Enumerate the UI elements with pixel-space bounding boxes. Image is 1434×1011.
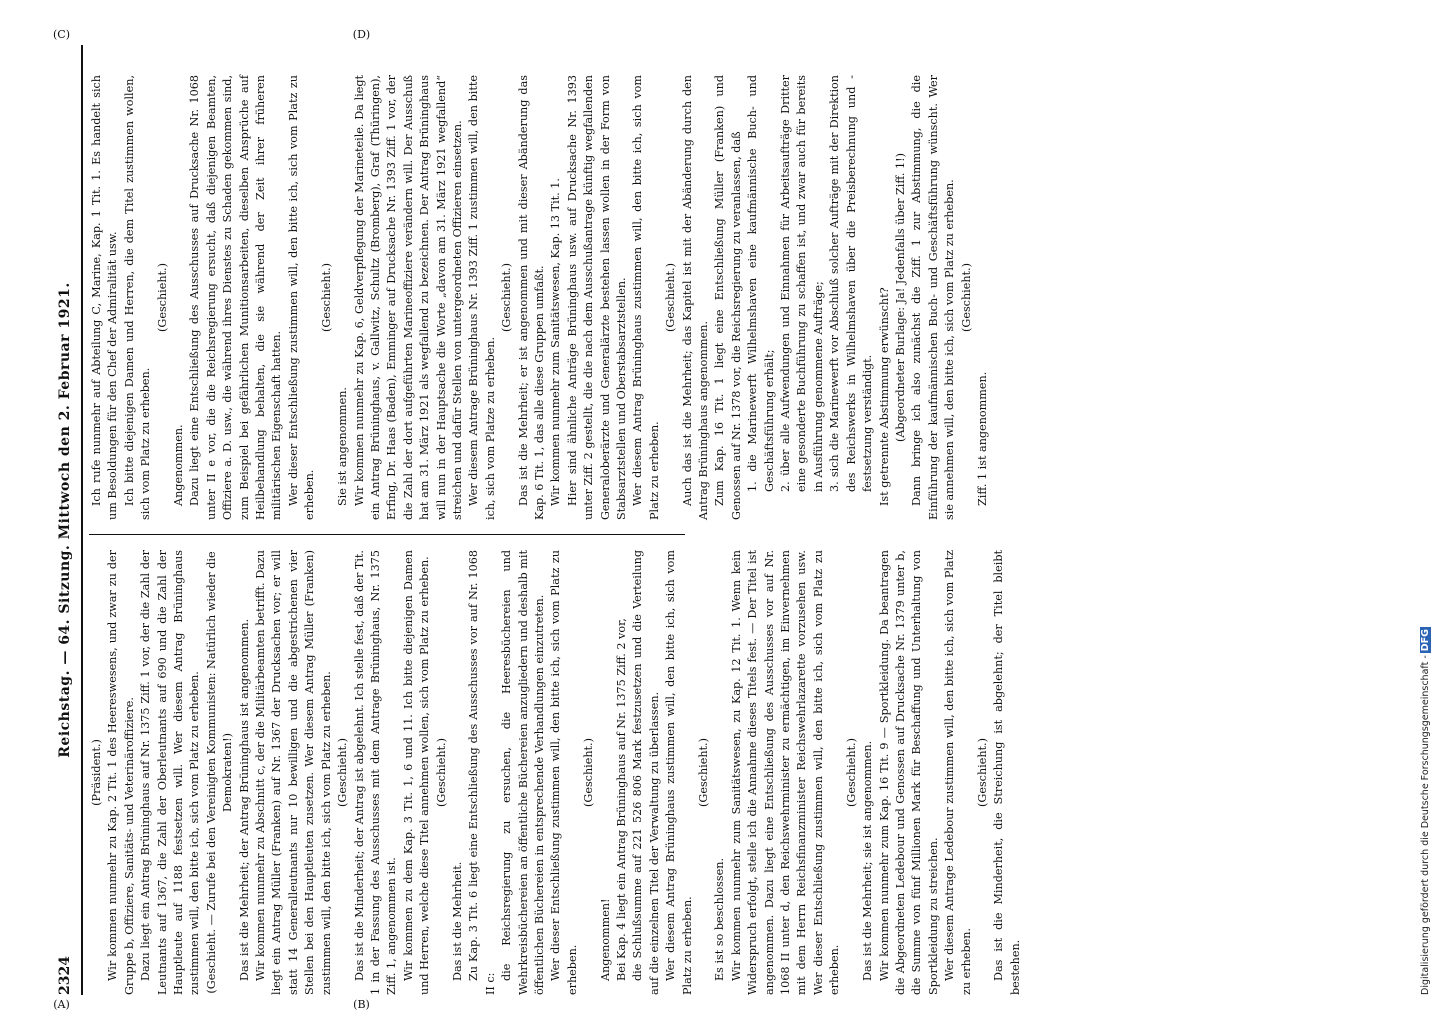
rotated-page-content [53, 27, 1395, 1011]
paragraph: Das ist die Minderheit, die Streichung ist abgelehnt; der Titel bleibt bestehen. [992, 550, 1022, 995]
paragraph: die Reichsregierung zu ersuchen, die Heeresbüchereien und Wehrkreisbüchereien an öffentliche Büchereien anzugliedern und deshalb mit öffentlichen Büchereien in entsprechende Verhandlungen einzutreten. [500, 550, 546, 995]
running-title: Reichstag. — 64. Sitzung. Mittwoch den 2. Februar 1921. [57, 282, 73, 758]
paragraph: Wir kommen nunmehr zum Sanitätswesen, Kap. 13 Tit. 1. [549, 178, 563, 506]
paragraph: (Geschieht.) [582, 738, 596, 807]
paragraph: Dann bringe ich also zunächst die Ziff. 1 zur Abstimmung, die die Einführung der kaufmännischen Buch- und Geschäftsführung wünscht. Wer sie annehmen will, den bitte ich, sich vom Platz zu erheben. [910, 75, 957, 520]
paragraph: (Geschieht.) [664, 263, 678, 332]
paragraph: Wir kommen nunmehr zu Abschnitt c, der die Militärbeamten betrifft. Dazu liegt ein Antrag Müller (Franken) auf Nr. 1367 der Drucksachen vor; er will statt 14 Generalleutnants nur 10 bewilligen und die abgestrichenen vier Stellen bei den Hauptleuten zusetzen. Wer diesem Antrag Müller (Franken) zustimmen will, den bitte ich, sich vom Platz zu erheben. [254, 550, 333, 995]
paragraph: Ist getrennte Abstimmung erwünscht? [877, 287, 891, 506]
paragraph: Es ist so beschlossen. [713, 857, 727, 981]
paragraph: Hier sind ähnliche Anträge Brüninghaus usw. auf Drucksache Nr. 1393 unter Ziff. 2 gestellt, die die nach dem Ausschußantrage künftig wegfallenden Generaloberärzte und Generalärzte bestehen lassen wollen in der Form von Stabsarztstellen und Oberstabsarztstellen. [565, 75, 628, 520]
margin-mark-c: (C) [53, 28, 70, 41]
paragraph: (Geschieht.) [844, 738, 858, 807]
paragraph: (Geschieht.) [959, 263, 973, 332]
paragraph: Angenommen! [598, 898, 612, 981]
right-column [89, 75, 989, 520]
paragraph: Wer dieser Entschließung zustimmen will, den bitte ich, sich vom Platz zu erheben. [549, 550, 579, 995]
paragraph: (Abgeordneter Burlage: Ja! Jedenfalls über Ziff. 1!) [893, 152, 907, 443]
paragraph: die Schlußsumme auf 221 526 806 Mark festzusetzen und die Verteilung auf die einzelnen Titel der Verwaltung zu überlassen. [631, 550, 661, 995]
paragraph: Zum Kap. 16 Tit. 1 liegt eine Entschließung Müller (Franken) und Genossen auf Nr. 1378 vor, die Reichsregierung zu veranlassen, daß [713, 75, 743, 520]
paragraph: (Geschieht.) [500, 263, 514, 332]
paragraph: Sie ist angenommen. [336, 387, 350, 506]
page-header [55, 45, 79, 995]
paragraph: (Präsident.) [90, 739, 103, 806]
paragraph: Auch das ist die Mehrheit; das Kapitel ist mit der Abänderung durch den Antrag Brüninghaus angenommen. [680, 75, 711, 520]
paragraph: Das ist die Mehrheit. [450, 861, 464, 981]
paragraph: Wer diesem Antrage Ledebour zustimmen will, den bitte ich, sich vom Platz zu erheben. [943, 550, 973, 995]
paragraph: Dazu liegt ein Antrag Brüninghaus auf Nr. 1375 Ziff. 1 vor, der die Zahl der Leutnants auf 1367, die Zahl der Oberleutnants auf 690 und die Zahl der Hauptleute auf 1188 festsetzen will. Wer diesem Antrag Brüninghaus zustimmen will, den bitte ich, sich vom Platz zu erheben. [139, 550, 202, 995]
page-number: 2324 [57, 956, 73, 995]
paragraph: Das ist die Mehrheit; der Antrag Brüninghaus ist angenommen. [237, 618, 251, 981]
paragraph: Wir kommen nunmehr zu Kap. 2 Tit. 1 des Heereswesens, und zwar zu der Gruppe b, Offiziere, Sanitäts- und Veterinäroffiziere. [106, 550, 136, 995]
left-column [89, 550, 1022, 995]
digitization-note [1420, 0, 1431, 995]
paragraph: (Geschieht.) [434, 738, 448, 807]
paragraph: Ich rufe nunmehr auf Abteilung C, Marine, Kap. 1 Tit. 1. Es handelt sich um Besoldungen für den Chef der Admiralität usw. [90, 75, 120, 520]
paragraph: (Geschieht.) [155, 263, 169, 332]
paragraph: Das ist die Minderheit; der Antrag ist abgelehnt. Ich stelle fest, daß der Tit. 1 in der Fassung des Ausschusses mit dem Antrage Brüninghaus, Nr. 1375 Ziff. 1, angenommen ist. [352, 550, 399, 995]
paragraph: (Geschieht. — Zurufe bei den Vereinigten Kommunisten: Natürlich wieder die Demokraten!) [204, 551, 235, 994]
paragraph: Wer dieser Entschließung zustimmen will, den bitte ich, sich vom Platz zu erheben. [286, 75, 317, 520]
paragraph: Dazu liegt eine Entschließung des Ausschusses auf Drucksache Nr. 1068 unter II e vor, die die Reichsregierung ersucht, daß diejenigen Beamten, Offiziere a. D. usw., die während ihres Dienstes zu Schaden gekommen sind, zum Beispiel bei gefährlichen Munitionsarbeiten, dieselben Ansprüche auf Heilbehandlung behalten, die sie während der Zeit ihrer früheren militärischen Eigenschaft hatten. [188, 75, 284, 520]
paragraph: Das ist die Mehrheit; er ist angenommen und mit dieser Abänderung das Kap. 6 Tit. 1, das alle diese Gruppen umfaßt. [516, 75, 546, 520]
paragraph: Wir kommen nunmehr zum Sanitätswesen, zu Kap. 12 Tit. 1. Wenn kein Widerspruch erfolgt, stelle ich die Annahme dieses Titels fest. — Der Titel ist angenommen. Dazu liegt eine Entschließung des Ausschusses vor auf Nr. 1068 II unter d, den Reichswehrminister zu ermächtigen, im Einvernehmen mit dem Herrn Reichsfinanzminister Reichswehrlazarette vorzusehen usw. Wer dieser Entschließung zustimmen will, den bitte ich, sich vom Platz zu erheben. [729, 550, 842, 995]
paragraph: Wer diesem Antrag Brüninghaus zustimmen will, den bitte ich, sich vom Platz zu erheben. [664, 550, 694, 995]
paragraph: (Geschieht.) [975, 738, 989, 807]
margin-mark-d: (D) [352, 27, 371, 41]
paragraph: Ziff. 1 ist angenommen. [975, 371, 989, 506]
paragraph: Ich bitte diejenigen Damen und Herren, die dem Titel zustimmen wollen, sich vom Platz zu erheben. [122, 75, 153, 520]
paragraph: 1. die Marinewerft Wilhelmshaven eine kaufmännische Buch- und Geschäftsführung erhält; [746, 75, 776, 492]
paragraph: (Geschieht.) [336, 738, 350, 807]
paragraph: 2. über alle Aufwendungen und Einnahmen für Arbeitsaufträge Dritter eine gesonderte Buchführung zu schaffen ist, und zwar auch für bereits in Ausführung genommene Aufträge; [779, 75, 825, 492]
paragraph: Wer diesem Antrage Brüninghaus Nr. 1393 Ziff. 1 zustimmen will, den bitte ich, sich vom Platze zu erheben. [467, 75, 497, 520]
margin-mark-a: (A) [53, 998, 70, 1011]
digitization-text: Digitalisierung gefördert durch die Deutsche Forschungsgemeinschaft - [1420, 655, 1431, 995]
paragraph: Zu Kap. 3 Tit. 6 liegt eine Entschließung des Ausschusses vor auf Nr. 1068 II c: [467, 550, 497, 995]
paragraph: 3. sich die Marinewerft vor Abschluß solcher Aufträge mit der Direktion des Reichswerks in Wilhelmshaven über die Preisberechnung und -festsetzung verständigt. [828, 75, 875, 492]
paragraph: (Geschieht.) [319, 263, 333, 332]
paragraph: Wir kommen nunmehr zum Kap. 16 Tit. 9 — Sportkleidung. Da beantragen die Abgeordneten Ledebour und Genossen auf Drucksache Nr. 1379 unter b, die Summe von fünf Millionen Mark für Beschaffung und Unterhaltung von Sportkleidung zu streichen. [877, 550, 940, 995]
paragraph: Bei Kap. 4 liegt ein Antrag Brüninghaus auf Nr. 1375 Ziff. 2 vor, [615, 618, 628, 981]
column-divider [89, 534, 685, 535]
paragraph: (Geschieht.) [697, 738, 711, 807]
margin-mark-b: (B) [353, 998, 370, 1011]
paragraph: Wir kommen nunmehr zu Kap. 6, Geldverpflegung der Marineteile. Da liegt ein Antrag Brüninghaus, v. Gallwitz, Schultz (Bromberg), Graf (Thüringen), Erfing, Dr. Haas (Baden), Emminger auf Drucksache Nr. 1393 Ziff. 1 vor, der die Zahl der dort aufgeführten Marineoffiziere verändern will. Der Ausschuß hat am 31. März 1921 als wegfallend zu bezeichnen. Der Antrag Brüninghaus will nun in der Hauptsache die Worte „davon am 31. März 1921 wegfallend“ streichen und dafür Stellen von untergeordneten Offizieren einsetzen. [352, 75, 464, 520]
dfg-logo: DFG [1420, 629, 1431, 652]
paragraph: Wer diesem Antrag Brüninghaus zustimmen will, den bitte ich, sich vom Platz zu erheben. [631, 75, 661, 520]
paragraph: Das ist die Mehrheit; sie ist angenommen. [861, 740, 875, 981]
paragraph: Wir kommen zu dem Kap. 3 Tit. 1, 6 und 11. Ich bitte diejenigen Damen und Herren, welche diese Titel annehmen wollen, sich vom Platz zu erheben. [401, 550, 432, 995]
paragraph: Angenommen. [172, 424, 186, 506]
header-rule [81, 45, 83, 995]
